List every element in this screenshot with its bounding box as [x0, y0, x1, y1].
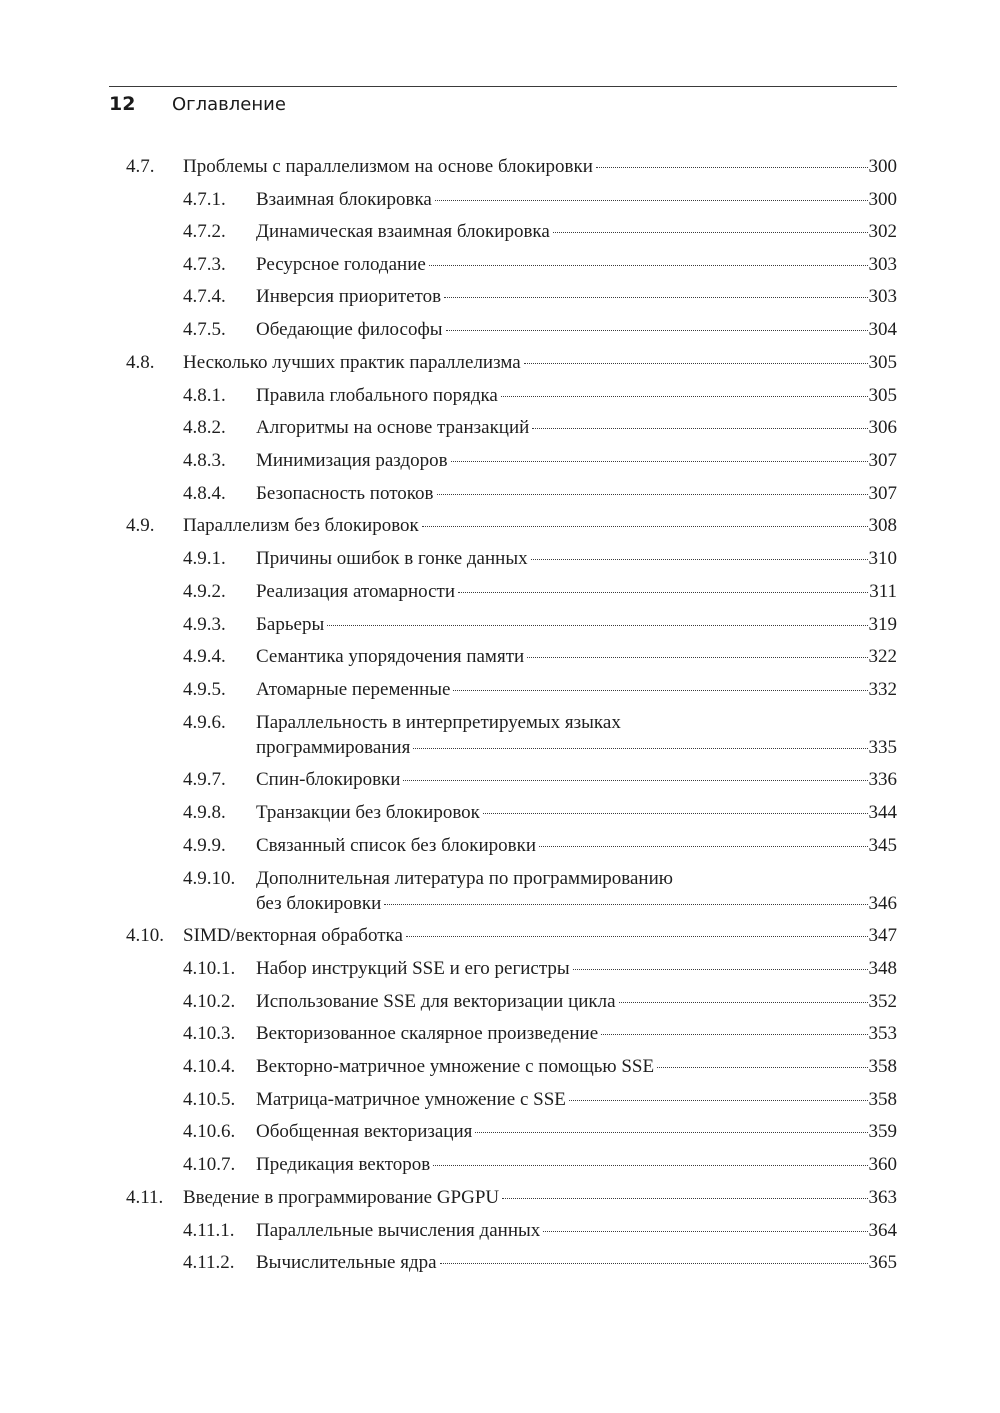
toc-entry-page: 322 [868, 646, 897, 667]
toc-entry-title: Матрица-матричное умножение с SSE [256, 1089, 566, 1110]
toc-entry-number: 4.8.4. [183, 483, 226, 504]
toc-entry-page: 363 [868, 1187, 897, 1208]
toc-entry-number: 4.7.1. [183, 189, 226, 210]
toc-entry-number: 4.9.3. [183, 614, 226, 635]
dot-leader [531, 559, 868, 560]
dot-leader [502, 1198, 867, 1199]
toc-entry-title: Инверсия приоритетов [256, 286, 442, 307]
dot-leader [440, 1263, 868, 1264]
dot-leader [422, 526, 868, 527]
dot-leader [596, 167, 868, 168]
toc-entry-page: 352 [868, 991, 897, 1012]
toc-entry-number: 4.9.5. [183, 679, 226, 700]
dot-leader [435, 200, 868, 201]
toc-entry-number: 4.10.2. [183, 991, 236, 1012]
toc-entry-title: Обедающие философы [256, 319, 443, 340]
dot-leader [532, 428, 867, 429]
toc-entry-page: 332 [868, 679, 897, 700]
toc-entry-page: 306 [868, 417, 897, 438]
toc-entry-number: 4.9.10. [183, 868, 236, 889]
toc-entry-page: 360 [868, 1154, 897, 1175]
dot-leader [619, 1002, 868, 1003]
toc-entry-page: 302 [868, 221, 897, 242]
toc-entry-number: 4.7.2. [183, 221, 226, 242]
toc-entry-title: SIMD/векторная обработка [183, 925, 403, 946]
toc-entry-title: Алгоритмы на основе транзакций [256, 417, 530, 438]
dot-leader [444, 297, 867, 298]
toc-entry-page: 307 [868, 483, 897, 504]
toc-entry-number: 4.10. [126, 925, 164, 946]
toc-entry-page: 311 [869, 581, 897, 602]
toc-entry-title: без блокировки [256, 893, 382, 914]
toc-entry-page: 364 [868, 1220, 897, 1241]
dot-leader [437, 494, 868, 495]
toc-entry-number: 4.8.3. [183, 450, 226, 471]
toc-entry-page: 347 [868, 925, 897, 946]
toc-entry-title: Предикация векторов [256, 1154, 431, 1175]
toc-entry-title-line1: Параллельность в интерпретируемых языках [256, 712, 621, 733]
toc-entry-title: Барьеры [256, 614, 325, 635]
toc-entry-number: 4.9.4. [183, 646, 226, 667]
toc-entry-number: 4.7.4. [183, 286, 226, 307]
toc-entry-title: Использование SSE для векторизации цикла [256, 991, 616, 1012]
toc-entry-number: 4.9.1. [183, 548, 226, 569]
toc-entry-page: 348 [868, 958, 897, 979]
toc-entry-page: 305 [868, 385, 897, 406]
toc-entry-title: Атомарные переменные [256, 679, 451, 700]
toc-entry-title: Безопасность потоков [256, 483, 434, 504]
toc-entry-page: 300 [868, 189, 897, 210]
toc-entry-title: Обобщенная векторизация [256, 1121, 473, 1142]
dot-leader [501, 396, 868, 397]
dot-leader [429, 265, 868, 266]
toc-entry-number: 4.8. [126, 352, 155, 373]
dot-leader [413, 748, 867, 749]
toc-entry-title: Параллелизм без блокировок [183, 515, 419, 536]
toc-entry-number: 4.10.1. [183, 958, 236, 979]
toc-entry-title: Взаимная блокировка [256, 189, 432, 210]
dot-leader [433, 1165, 867, 1166]
toc-entry-page: 344 [868, 802, 897, 823]
dot-leader [406, 936, 868, 937]
toc-entry-title: Спин-блокировки [256, 769, 401, 790]
toc-entry-page: 358 [868, 1089, 897, 1110]
toc-entry-number: 4.10.3. [183, 1023, 236, 1044]
toc-entry-number: 4.10.5. [183, 1089, 236, 1110]
toc-entry-number: 4.9.8. [183, 802, 226, 823]
dot-leader [475, 1132, 867, 1133]
dot-leader [543, 1231, 867, 1232]
running-title: Оглавление [172, 94, 286, 115]
toc-entry-number: 4.9. [126, 515, 155, 536]
toc-entry-page: 345 [868, 835, 897, 856]
toc-entry-number: 4.8.1. [183, 385, 226, 406]
toc-entry-title: Реализация атомарности [256, 581, 455, 602]
toc-entry-title: Введение в программирование GPGPU [183, 1187, 500, 1208]
dot-leader [458, 592, 868, 593]
toc-entry-page: 358 [868, 1056, 897, 1077]
toc-entry-page: 335 [868, 737, 897, 758]
toc-entry-number: 4.10.6. [183, 1121, 236, 1142]
toc-entry-page: 310 [868, 548, 897, 569]
toc-entry-page: 308 [868, 515, 897, 536]
dot-leader [539, 846, 867, 847]
toc-entry-page: 346 [868, 893, 897, 914]
dot-leader [601, 1034, 867, 1035]
dot-leader [451, 461, 868, 462]
toc-entry-title: Проблемы с параллелизмом на основе блокировки [183, 156, 593, 177]
toc-entry-number: 4.11.2. [183, 1252, 235, 1273]
toc-entry-title: Векторизованное скалярное произведение [256, 1023, 599, 1044]
toc-entry-page: 304 [868, 319, 897, 340]
dot-leader [453, 690, 867, 691]
toc-entry-title: Транзакции без блокировок [256, 802, 480, 823]
toc-entry-page: 305 [868, 352, 897, 373]
toc-entry-title: Вычислительные ядра [256, 1252, 437, 1273]
toc-entry-page: 319 [868, 614, 897, 635]
dot-leader [573, 969, 868, 970]
toc-entry-page: 365 [868, 1252, 897, 1273]
dot-leader [446, 330, 868, 331]
toc-entry-page: 307 [868, 450, 897, 471]
toc-entry-number: 4.9.2. [183, 581, 226, 602]
toc-entry-title: Семантика упорядочения памяти [256, 646, 525, 667]
dot-leader [403, 780, 867, 781]
toc-entry-title: Связанный список без блокировки [256, 835, 537, 856]
toc-entry-page: 303 [868, 254, 897, 275]
toc-entry-title: Минимизация раздоров [256, 450, 448, 471]
toc-entry-number: 4.10.4. [183, 1056, 236, 1077]
toc-entry-page: 300 [868, 156, 897, 177]
toc-entry-title-line1: Дополнительная литература по программированию [256, 868, 673, 889]
toc-entry-page: 353 [868, 1023, 897, 1044]
toc-entry-title: Набор инструкций SSE и его регистры [256, 958, 570, 979]
toc-entry-number: 4.7.3. [183, 254, 226, 275]
dot-leader [327, 625, 867, 626]
toc-entry-page: 359 [868, 1121, 897, 1142]
toc-entry-title: Векторно-матричное умножение с помощью SSE [256, 1056, 655, 1077]
toc-entry-number: 4.9.6. [183, 712, 226, 733]
toc-entry-title: Параллельные вычисления данных [256, 1220, 541, 1241]
toc-entry-title: Ресурсное голодание [256, 254, 426, 275]
toc-entry-number: 4.10.7. [183, 1154, 236, 1175]
toc-entry-number: 4.7.5. [183, 319, 226, 340]
toc-entry-page: 336 [868, 769, 897, 790]
page-number: 12 [109, 93, 136, 115]
toc-entry-title: программирования [256, 737, 411, 758]
toc-entry-title: Несколько лучших практик параллелизма [183, 352, 521, 373]
toc-entry-page: 303 [868, 286, 897, 307]
toc-entry-title: Причины ошибок в гонке данных [256, 548, 528, 569]
toc-entry-number: 4.11. [126, 1187, 164, 1208]
toc-entry-title: Правила глобального порядка [256, 385, 498, 406]
toc-entry-number: 4.9.7. [183, 769, 226, 790]
toc-entry-number: 4.11.1. [183, 1220, 235, 1241]
dot-leader [553, 232, 868, 233]
dot-leader [569, 1100, 868, 1101]
dot-leader [527, 657, 867, 658]
dot-leader [657, 1067, 867, 1068]
toc-entry-number: 4.9.9. [183, 835, 226, 856]
dot-leader [483, 813, 868, 814]
dot-leader [524, 363, 868, 364]
toc-entry-number: 4.7. [126, 156, 155, 177]
dot-leader [384, 904, 867, 905]
toc-entry-title: Динамическая взаимная блокировка [256, 221, 550, 242]
toc-entry-number: 4.8.2. [183, 417, 226, 438]
